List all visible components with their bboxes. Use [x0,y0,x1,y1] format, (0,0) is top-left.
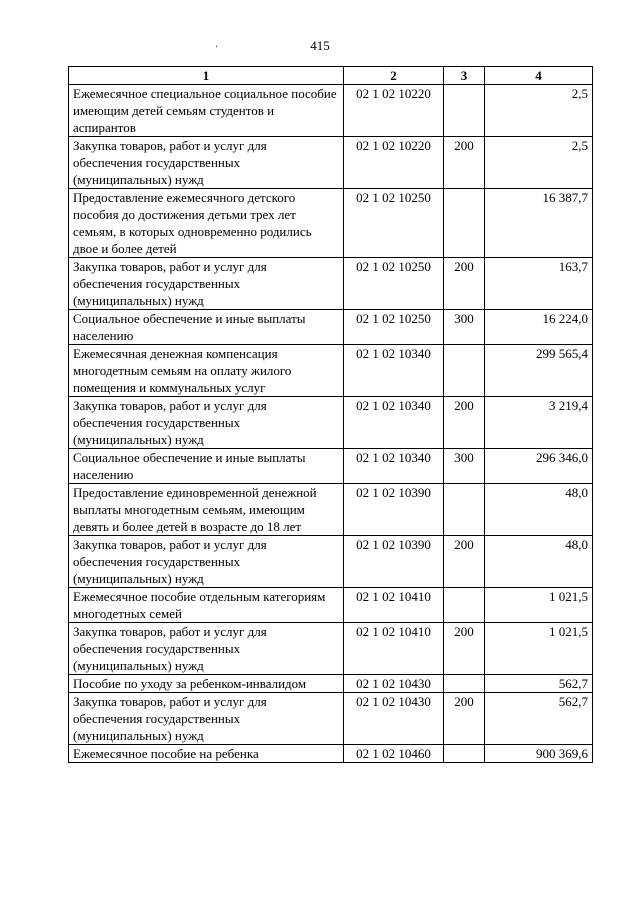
column-header-3: 3 [444,67,485,85]
row-name-cell: Социальное обеспечение и иные выплаты населению [69,449,344,484]
amount-cell: 2,5 [485,137,593,189]
table-row [69,623,593,675]
amount-cell: 299 565,4 [485,345,593,397]
row-name-cell: Закупка товаров, работ и услуг для обеспечения государственных (муниципальных) нужд [69,397,344,449]
expense-type-cell [444,675,485,693]
row-name-cell: Социальное обеспечение и иные выплаты населению [69,310,344,345]
table-row [69,449,593,484]
amount-cell: 2,5 [485,85,593,137]
amount-cell: 16 387,7 [485,189,593,258]
table-row [69,536,593,588]
amount-cell: 562,7 [485,675,593,693]
target-code-cell: 02 1 02 10250 [344,258,444,310]
row-name-cell: Пособие по уходу за ребенком-инвалидом [69,675,344,693]
table-row [69,345,593,397]
target-code-cell: 02 1 02 10390 [344,536,444,588]
expense-type-cell: 200 [444,258,485,310]
table-row [69,137,593,189]
row-name-cell: Закупка товаров, работ и услуг для обеспечения государственных (муниципальных) нужд [69,623,344,675]
amount-cell: 3 219,4 [485,397,593,449]
table-row [69,85,593,137]
target-code-cell: 02 1 02 10430 [344,693,444,745]
expense-type-cell [444,484,485,536]
column-header-1: 1 [69,67,344,85]
row-name-cell: Ежемесячное пособие на ребенка [69,745,344,763]
table-row [69,588,593,623]
table-row [69,310,593,345]
table-row [69,397,593,449]
amount-cell: 562,7 [485,693,593,745]
table-body [69,85,593,763]
row-name-cell: Закупка товаров, работ и услуг для обеспечения государственных (муниципальных) нужд [69,536,344,588]
target-code-cell: 02 1 02 10460 [344,745,444,763]
expense-type-cell [444,588,485,623]
expense-type-cell [444,745,485,763]
target-code-cell: 02 1 02 10340 [344,449,444,484]
expense-type-cell: 200 [444,397,485,449]
row-name-cell: Закупка товаров, работ и услуг для обеспечения государственных (муниципальных) нужд [69,137,344,189]
target-code-cell: 02 1 02 10410 [344,588,444,623]
expense-type-cell [444,85,485,137]
column-header-2: 2 [344,67,444,85]
target-code-cell: 02 1 02 10410 [344,623,444,675]
target-code-cell: 02 1 02 10390 [344,484,444,536]
amount-cell: 900 369,6 [485,745,593,763]
target-code-cell: 02 1 02 10250 [344,189,444,258]
expense-type-cell: 200 [444,693,485,745]
target-code-cell: 02 1 02 10220 [344,137,444,189]
table-row [69,258,593,310]
table-row [69,189,593,258]
target-code-cell: 02 1 02 10250 [344,310,444,345]
expense-type-cell: 200 [444,137,485,189]
amount-cell: 16 224,0 [485,310,593,345]
target-code-cell: 02 1 02 10220 [344,85,444,137]
target-code-cell: 02 1 02 10340 [344,397,444,449]
row-name-cell: Предоставление ежемесячного детского пособия до достижения детьми трех лет семьям, в которых одновременно родились двое и более детей [69,189,344,258]
amount-cell: 48,0 [485,484,593,536]
row-name-cell: Ежемесячная денежная компенсация многодетным семьям на оплату жилого помещения и коммунальных услуг [69,345,344,397]
amount-cell: 48,0 [485,536,593,588]
amount-cell: 163,7 [485,258,593,310]
expense-type-cell: 300 [444,449,485,484]
row-name-cell: Закупка товаров, работ и услуг для обеспечения государственных (муниципальных) нужд [69,258,344,310]
expense-type-cell: 200 [444,536,485,588]
amount-cell: 1 021,5 [485,623,593,675]
amount-cell: 296 346,0 [485,449,593,484]
expense-type-cell [444,189,485,258]
amount-cell: 1 021,5 [485,588,593,623]
target-code-cell: 02 1 02 10430 [344,675,444,693]
table-header-row [69,67,593,85]
budget-table [68,66,593,763]
expense-type-cell [444,345,485,397]
target-code-cell: 02 1 02 10340 [344,345,444,397]
page-number: 415 [310,38,330,53]
table-row [69,675,593,693]
stray-mark: ' [216,44,218,53]
row-name-cell: Предоставление единовременной денежной выплаты многодетным семьям, имеющим девять и более детей в возрасте до 18 лет [69,484,344,536]
table-row [69,693,593,745]
table-row [69,745,593,763]
expense-type-cell: 300 [444,310,485,345]
row-name-cell: Закупка товаров, работ и услуг для обеспечения государственных (муниципальных) нужд [69,693,344,745]
column-header-4: 4 [485,67,593,85]
table-row [69,484,593,536]
expense-type-cell: 200 [444,623,485,675]
row-name-cell: Ежемесячное специальное социальное пособие имеющим детей семьям студентов и аспирантов [69,85,344,137]
row-name-cell: Ежемесячное пособие отдельным категориям многодетных семей [69,588,344,623]
